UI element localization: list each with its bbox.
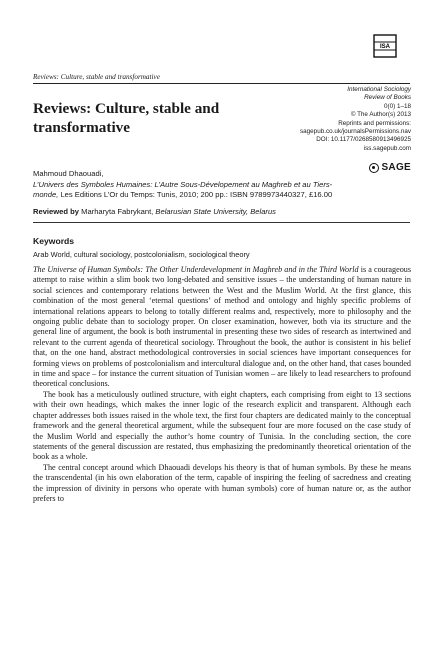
paragraph-3: The central concept around which Dhaouadi develops his theory is that of human symbols. By these he means the transcendental (in his own elaboration of the term, capable of inspiring the feeling of sacredness and creating the impression of divinity in persons who operate with human symbols) core of human nature or, as the author prefers to xyxy=(33,462,411,503)
reviewed-by-label: Reviewed by xyxy=(33,207,80,216)
journal-section: Review of Books xyxy=(364,94,411,102)
paragraph-1-text: is a courageous attempt to raise within a slim book two long-debated and sensitive issues – the understanding of human nature in social sciences and contemporary relations between the West and the Muslim World. At the first glance, this combination of the most general ‘eternal questions’ of method and ontology and highly specific problems of international relations appears to belong to totally different realms and, respectively, more to philosophy and the ongoing public debate than to sociology proper. On closer examination, however, both via its structure and the general line of argument, the book is both instrumental in presenting these two sides of research as intertwined and relevant to the current agenda of theoretical sociology. Throughout the book, the author is consistent in his belief that, on the one hand, abstract methodological controversies in social sciences have important consequences for forming views on problems of postcolonialism and intercultural dialogue and, on the other hand, that cases bounded in time and space – for instance the current situation of Tunisian women – are likely to lead researchers to profound theoretical conclusions. xyxy=(33,265,411,389)
journal-site[interactable]: iss.sagepub.com xyxy=(363,144,411,152)
book-citation xyxy=(33,169,413,201)
keywords-heading: Keywords xyxy=(33,236,75,246)
journal-name: International Sociology xyxy=(347,86,411,93)
isa-logo xyxy=(373,34,397,58)
book-publisher: Les Editions L’Or du Temps: Tunis, 2010; 200 pp.: ISBN 9789973440327, £16.00 xyxy=(58,190,333,200)
paragraph-2: The book has a meticulously outlined structure, with eight chapters, each comprising from eight to 13 sections with their own headings, which makes the inner logic of the research explicit and transparent. Although each chapter addresses both issues raised in the whole text, the first four chapters are dedicated mainly to the conceptual framework and the general theoretical argument, while the subsequent four are more focused on the case study of the Muslim World and especially the author’s home country of Tunisia. In the concluding section, the core statements of the general discussion are restated, thus emphasizing the predominantly theoretical orientation of the book as a whole. xyxy=(33,389,411,462)
article-title: Reviews: Culture, stable and transformative xyxy=(33,100,220,136)
reviewed-book-title: The Universe of Human Symbols: The Other Underdevelopment in Maghreb and in the Third World xyxy=(33,265,359,274)
svg-text:ISA: ISA xyxy=(379,44,391,50)
book-title: L’Univers des Symboles Humaines: L’Autre Sous-Dévelopement au Maghreb et au Tiers- xyxy=(33,179,333,189)
book-author: Mahmoud Dhaouadi, xyxy=(33,169,104,178)
running-head: Reviews: Culture, stable and transformative xyxy=(33,73,160,81)
book-title-cont: monde, xyxy=(33,190,59,200)
sage-wordmark: SAGE xyxy=(381,162,411,173)
keywords-rule xyxy=(33,222,410,223)
reviewer-name: Marharyta Fabrykant, xyxy=(79,207,154,216)
copyright: © The Author(s) 2013 xyxy=(350,111,411,119)
keywords-list: Arab World, cultural sociology, postcolonialism, sociological theory xyxy=(33,250,250,259)
reprints-label: Reprints and permissions: xyxy=(338,119,411,127)
paragraph-1 xyxy=(33,265,411,390)
doi[interactable]: DOI: 10.1177/0268580913496925 xyxy=(316,136,411,144)
reviewer-affiliation: Belarusian State University, Belarus xyxy=(153,207,276,216)
article-body xyxy=(33,265,411,504)
header-rule xyxy=(33,83,410,84)
reviewer-line xyxy=(33,207,413,217)
page-range: 0(0) 1–18 xyxy=(384,102,411,110)
reprints-link[interactable]: sagepub.co.uk/journalsPermissions.nav xyxy=(300,128,411,136)
journal-meta xyxy=(261,86,411,153)
